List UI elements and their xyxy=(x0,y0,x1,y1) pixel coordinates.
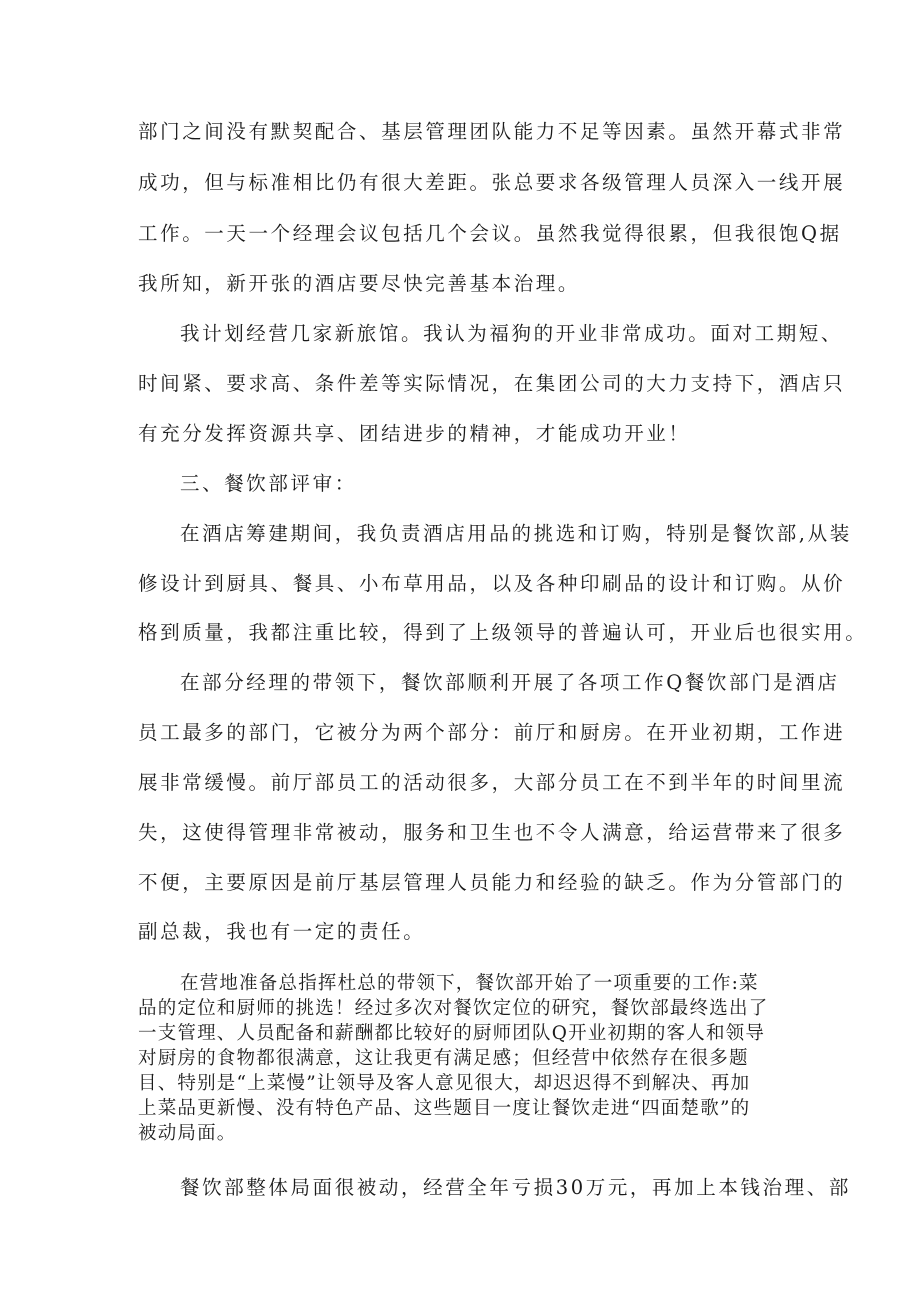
section-heading: 三、餐饮部评审： xyxy=(180,472,357,495)
text-line: 员工最多的部门，它被分为两个部分：前厅和厨房。在开业初期，工作进 xyxy=(138,721,846,744)
text-line: 失，这使得管理非常被动，服务和卫生也不令人满意，给运营带来了很多 xyxy=(138,821,846,844)
text-line: 在部分经理的带领下，餐饮部顺利开展了各项工作Q餐饮部门是酒店 xyxy=(180,671,840,694)
text-line: 上菜品更新慢、没有特色产品、这些题目一度让餐饮走进“四面楚歌”的 xyxy=(138,1098,751,1119)
text-line: 在营地准备总指挥杜总的带领下，餐饮部开始了一项重要的工作:菜 xyxy=(180,973,759,994)
text-line: 副总裁，我也有一定的责任。 xyxy=(138,920,426,943)
text-line: 不便，主要原因是前厅基层管理人员能力和经验的缺乏。作为分管部门的 xyxy=(138,871,846,894)
text-line: 工作。一天一个经理会议包括几个会议。虽然我觉得很累，但我很饱Q据 xyxy=(138,222,842,245)
text-line: 我计划经营几家新旅馆。我认为福狗的开业非常成功。面对工期短、 xyxy=(180,322,844,345)
text-line: 有充分发挥资源共享、团结进步的精神，才能成功开业！ xyxy=(138,422,691,445)
text-line: 对厨房的食物都很满意，这让我更有满足感；但经营中依然存在很多题 xyxy=(138,1048,749,1069)
text-line: 一支管理、人员配备和薪酬都比较好的厨师团队Q开业初期的客人和领导 xyxy=(138,1023,766,1044)
text-line: 餐饮部整体局面很被动，经营全年亏损30万元，再加上本钱治理、部 xyxy=(180,1176,851,1199)
text-line: 时间紧、要求高、条件差等实际情况，在集团公司的大力支持下，酒店只 xyxy=(138,372,846,395)
text-line: 目、特别是“上菜慢”让领导及客人意见很大，却迟迟得不到解决、再加 xyxy=(138,1073,751,1094)
text-line: 在酒店筹建期间，我负责酒店用品的挑选和订购，特别是餐饮部,从装 xyxy=(180,522,852,545)
text-line: 格到质量，我都注重比较，得到了上级领导的普遍认可，开业后也很实用。 xyxy=(138,621,868,644)
text-line: 我所知，新开张的酒店要尽快完善基本治理。 xyxy=(138,272,581,295)
text-line: 展非常缓慢。前厅部员工的活动很多，大部分员工在不到半年的时间里流 xyxy=(138,771,846,794)
text-line: 修设计到厨具、餐具、小布草用品，以及各种印刷品的设计和订购。从价 xyxy=(138,572,846,595)
text-line: 部门之间没有默契配合、基层管理团队能力不足等因素。虽然开幕式非常 xyxy=(138,120,846,143)
text-line: 品的定位和厨师的挑选！经过多次对餐饮定位的研究，餐饮部最终选出了 xyxy=(138,998,769,1019)
text-line: 成功，但与标准相比仍有很大差距。张总要求各级管理人员深入一线开展 xyxy=(138,171,846,194)
text-line: 被动局面。 xyxy=(138,1123,237,1144)
